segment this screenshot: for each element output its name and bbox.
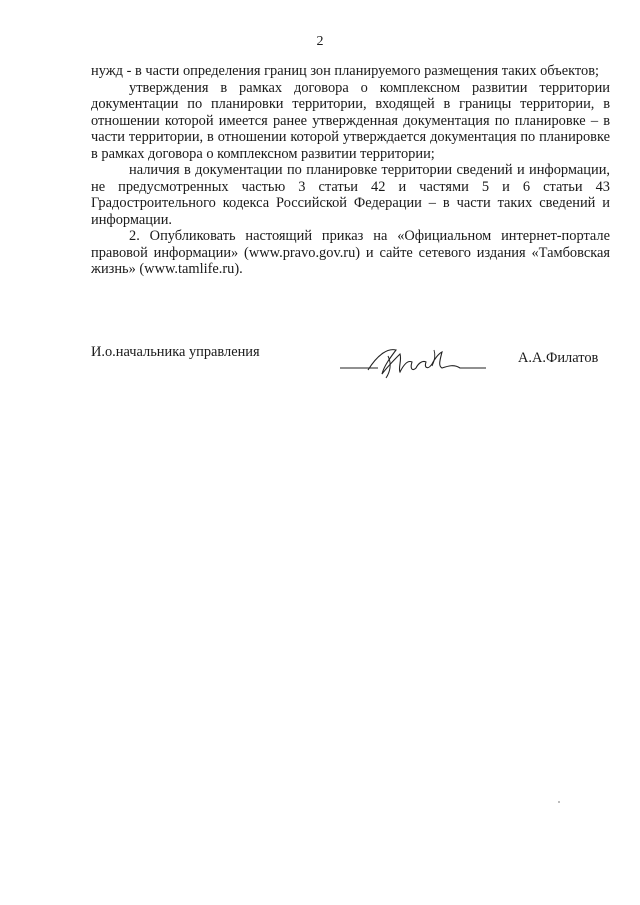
signatory-name: А.А.Филатов	[518, 350, 599, 366]
document-body	[91, 63, 610, 278]
paragraph-presence-clause: наличия в документации по планировке территории сведений и информации, не предусмотренных частью 3 статьи 42 и частями 5 и 6 статьи 43 Градостроительного кодекса Российской Федерации – в части таких сведений и информации.	[91, 162, 610, 228]
signatory-position: И.о.начальника управления	[91, 344, 260, 360]
paragraph-continuation: нужд - в части определения границ зон планируемого размещения таких объектов;	[91, 63, 599, 79]
handwritten-signature	[338, 344, 488, 380]
scan-speck	[558, 801, 560, 803]
signature-block	[0, 344, 640, 384]
paragraph-publication-order: 2. Опубликовать настоящий приказ на «Официальном интернет-портале правовой информации» (www.pravo.gov.ru) и сайте сетевого издания «Тамбовская жизнь» (www.tamlife.ru).	[91, 228, 610, 277]
page-number: 2	[316, 34, 324, 49]
paragraph-approval-clause: утверждения в рамках договора о комплексном развитии территории документации по планировки территории, входящей в границы территории, в отношении которой имеется ранее утвержденная документация по планировке – в части территории, в отношении которой утверждается документация по планировке в рамках договора о комплексном развитии территории;	[91, 79, 610, 162]
